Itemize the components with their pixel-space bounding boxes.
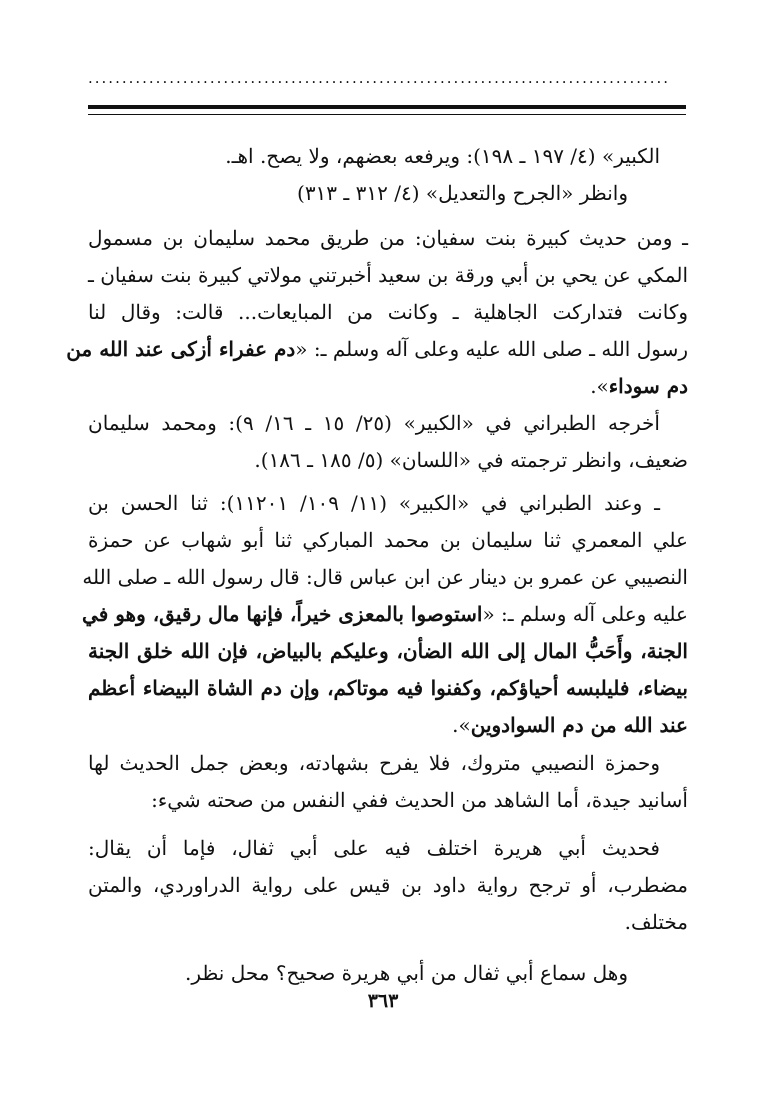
header-rule-thin <box>88 114 686 115</box>
text-line: فحديث أبي هريرة اختلف فيه على أبي ثفال، فإما أن يقال: <box>88 836 660 860</box>
text-line: مختلف. <box>624 910 688 934</box>
text-line: الكبير» (٤/ ١٩٧ ـ ١٩٨): ويرفعه بعضهم، ولا يصح. اهـ. <box>225 144 660 168</box>
paragraph-2 <box>66 220 688 405</box>
text-line: أخرجه الطبراني في «الكبير» (٢٥/ ١٥ ـ ١٦/ ٩): ومحمد سليمان <box>88 411 660 435</box>
paragraph-3 <box>88 405 688 479</box>
text-line <box>66 331 688 368</box>
paragraph-1 <box>88 138 688 212</box>
text-line: النصيبي عن عمرو بن دينار عن ابن عباس قال: قال رسول الله ـ صلى الله <box>82 565 688 589</box>
text-line: أسانيد جيدة، أما الشاهد من الحديث ففي النفس من صحته شيء: <box>151 788 688 812</box>
quote-bold: دم عفراء أزكى عند الله من <box>66 337 296 361</box>
paragraph-6 <box>88 830 688 941</box>
text-run: ». <box>452 713 471 737</box>
quote-bold-line: بيضاء، فليلبسه أحياؤكم، وكفنوا فيه موتاكم، وإن دم الشاة البيضاء أعظم <box>88 676 688 700</box>
text-line: المكي عن يحي بن أبي ورقة بن سعيد أخبرتني مولاتي كبيرة بنت سفيان ـ <box>88 263 688 287</box>
text-line: ـ ومن حديث كبيرة بنت سفيان: من طريق محمد سليمان بن مسمول <box>88 226 688 250</box>
page-number: ٣٦٣ <box>367 990 399 1012</box>
quote-bold: استوصوا بالمعزى خيراً، فإنها مال رقيق، وهو في <box>82 602 483 626</box>
text-line <box>88 368 688 405</box>
text-line <box>82 596 688 633</box>
paragraph-4 <box>82 485 688 744</box>
text-run: عليه وعلى آله وسلم ـ: « <box>482 602 688 626</box>
header-rule-thick <box>88 105 686 109</box>
quote-bold: دم سوداء <box>608 374 688 398</box>
text-line: مضطرب، أو ترجح رواية داود بن قيس على رواية الدراوردي، والمتن <box>88 873 688 897</box>
text-line: وهل سماع أبي ثفال من أبي هريرة صحيح؟ محل نظر. <box>185 961 628 985</box>
text-line: وكانت فتداركت الجاهلية ـ وكانت من المبايعات... قالت: وقال لنا <box>88 300 688 324</box>
text-run: ». <box>590 374 609 398</box>
text-line: وحمزة النصيبي متروك، فلا يفرح بشهادته، وبعض جمل الحديث لها <box>88 751 660 775</box>
header-dotted-line: ...................................................................................... <box>88 70 671 86</box>
paragraph-5 <box>88 745 688 819</box>
text-line: علي المعمري ثنا سليمان بن محمد المباركي ثنا أبو شهاب عن حمزة <box>88 528 688 552</box>
text-line: وانظر «الجرح والتعديل» (٤/ ٣١٢ ـ ٣١٣) <box>297 181 628 205</box>
quote-bold-line: الجنة، وأَحَبُّ المال إلى الله الضأن، وعليكم بالبياض، فإن الله خلق الجنة <box>88 639 688 663</box>
text-run: رسول الله ـ صلى الله عليه وعلى آله وسلم ـ: « <box>295 337 688 361</box>
text-line <box>88 707 688 744</box>
paragraph-7 <box>88 955 688 992</box>
text-line: ـ وعند الطبراني في «الكبير» (١١/ ١٠٩/ ١١٢٠١): ثنا الحسن بن <box>88 491 661 515</box>
text-line: ضعيف، وانظر ترجمته في «اللسان» (٥/ ١٨٥ ـ ١٨٦). <box>254 448 688 472</box>
quote-bold: عند الله من دم السوادوين <box>470 713 688 737</box>
